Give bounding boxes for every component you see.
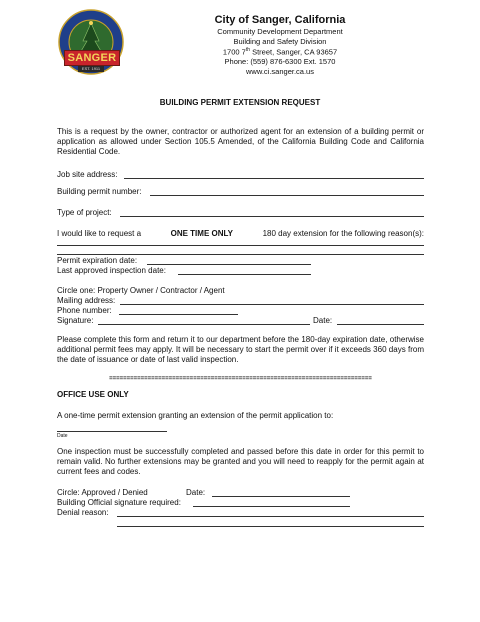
office-use-heading: OFFICE USE ONLY: [57, 390, 129, 399]
circle-one-label: Circle one: Property Owner / Contractor / Agent: [57, 286, 225, 295]
signature-date-label: Date:: [313, 316, 333, 325]
expiration-label: Permit expiration date:: [57, 256, 138, 265]
mailing-label: Mailing address:: [57, 296, 116, 305]
reason-line-1[interactable]: [57, 245, 424, 246]
seal-banner: SANGER: [64, 50, 120, 66]
grant-statement: A one-time permit extension granting an extension of the permit application to:: [57, 411, 334, 420]
seal-est-label: EST. 1911: [78, 66, 104, 72]
approval-date-label: Date:: [186, 488, 206, 497]
denial-reason-label: Denial reason:: [57, 508, 109, 517]
department: Community Development Department: [217, 27, 343, 36]
approval-circle-label: Circle: Approved / Denied: [57, 488, 148, 497]
official-signature-field[interactable]: [193, 506, 350, 507]
inspection-notice: One inspection must be successfully completed and passed before this date in order for this permit to remain valid. No further extensions may be granted and you will need to reapply for the permit again at current fees and codes.: [57, 447, 424, 476]
permit-number-field[interactable]: [150, 195, 424, 196]
last-inspection-label: Last approved inspection date:: [57, 266, 166, 275]
job-site-label: Job site address:: [57, 170, 118, 179]
phone-field[interactable]: [119, 314, 238, 315]
section-separator: ===========================================================================: [109, 376, 372, 382]
expiration-field[interactable]: [147, 264, 311, 265]
phone-label: Phone number:: [57, 306, 112, 315]
instructions-paragraph: Please complete this form and return it to our department before the 180-day expiration date, otherwise additional permit fees may apply. It will be necessary to start the permit over if it exceeds 360 days from the date of issuance or date of last valid inspection.: [57, 335, 424, 364]
official-signature-label: Building Official signature required:: [57, 498, 181, 507]
job-site-field[interactable]: [124, 178, 424, 179]
city-name: City of Sanger, California: [214, 14, 346, 26]
signature-field[interactable]: [98, 324, 310, 325]
grant-date-caption: Date: [57, 433, 68, 439]
request-statement: [57, 229, 424, 239]
street-address: 1700 7th Street, Sanger, CA 93657: [222, 47, 338, 57]
grant-date-field[interactable]: [57, 431, 167, 432]
request-pre-text: I would like to request a: [57, 229, 142, 238]
denial-reason-line-2[interactable]: [117, 526, 424, 527]
website: www.ci.sanger.ca.us: [246, 66, 314, 76]
phone-number: Phone: (559) 876-6300 Ext. 1570: [224, 57, 336, 66]
mailing-field[interactable]: [120, 304, 424, 305]
request-post-text: 180 day extension for the following reason(s):: [262, 229, 424, 238]
letterhead: [160, 14, 400, 76]
approval-date-field[interactable]: [212, 496, 350, 497]
division: Building and Safety Division: [233, 36, 327, 46]
last-inspection-field[interactable]: [178, 274, 311, 275]
denial-reason-line-1[interactable]: [117, 516, 424, 517]
project-type-field[interactable]: [120, 216, 424, 217]
signature-label: Signature:: [57, 316, 94, 325]
form-title: BUILDING PERMIT EXTENSION REQUEST: [159, 98, 321, 107]
reason-line-2[interactable]: [57, 254, 424, 255]
request-bold-text: ONE TIME ONLY: [170, 229, 233, 238]
intro-paragraph: This is a request by the owner, contractor or authorized agent for an extension of a building permit or application as allowed under Section 105.5 Amended, of the California Building Code and California Residential Code.: [57, 127, 424, 156]
permit-number-label: Building permit number:: [57, 187, 142, 196]
project-type-label: Type of project:: [57, 208, 112, 217]
signature-date-field[interactable]: [337, 324, 424, 325]
